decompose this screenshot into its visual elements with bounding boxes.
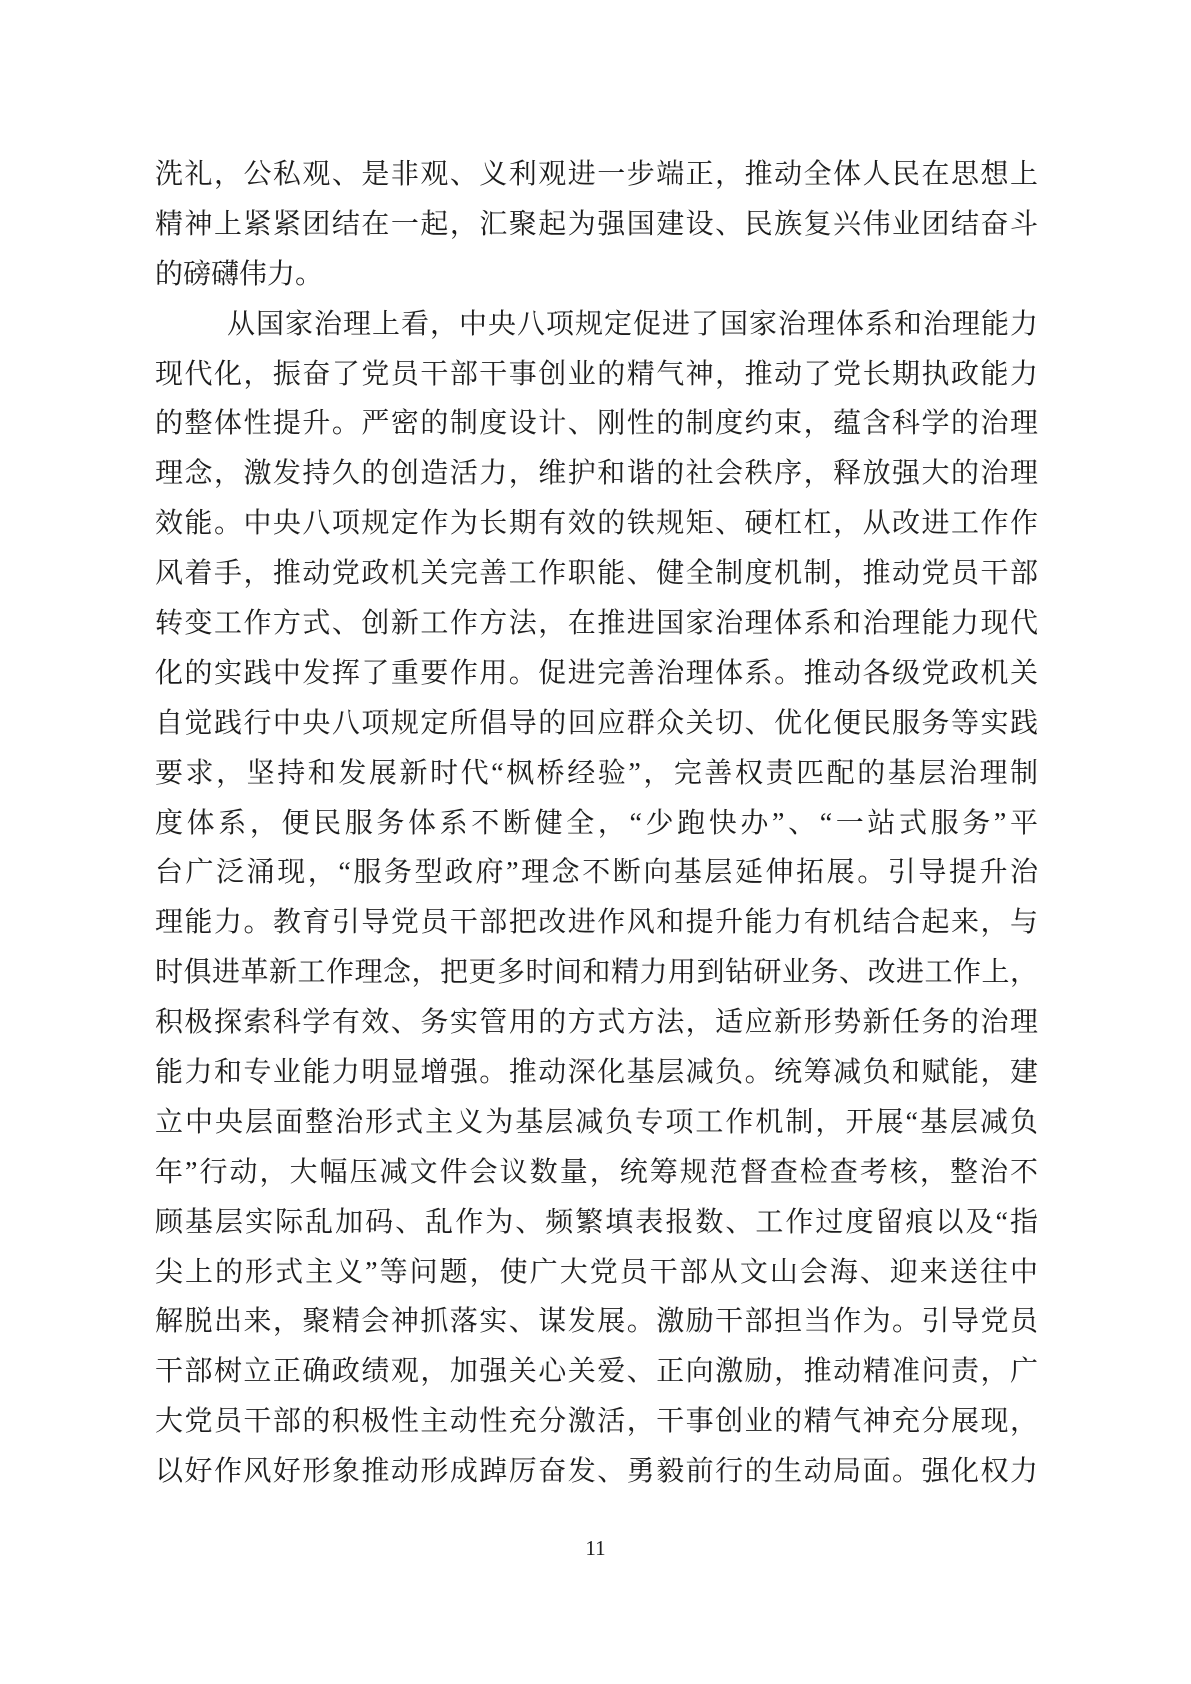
- text-line: 解脱出来，聚精会神抓落实、谋发展。激励干部担当作为。引导党员: [155, 1306, 1038, 1338]
- text-line: 年”行动，大幅压减文件会议数量，统筹规范督查检查考核，整治不: [155, 1156, 1038, 1188]
- text-line: 转变工作方式、创新工作方法，在推进国家治理体系和治理能力现代: [155, 608, 1038, 640]
- text-line: 的整体性提升。严密的制度设计、刚性的制度约束，蕴含科学的治理: [155, 408, 1038, 440]
- text-line: 自觉践行中央八项规定所倡导的回应群众关切、优化便民服务等实践: [155, 707, 1038, 739]
- text-line: 从国家治理上看，中央八项规定促进了国家治理体系和治理能力: [227, 308, 1038, 340]
- text-line: 干部树立正确政绩观，加强关心关爱、正向激励，推动精准问责，广: [155, 1356, 1038, 1388]
- text-line: 以好作风好形象推动形成踔厉奋发、勇毅前行的生动局面。强化权力: [155, 1456, 1038, 1488]
- text-line: 尖上的形式主义”等问题，使广大党员干部从文山会海、迎来送往中: [155, 1256, 1038, 1288]
- text-line: 理能力。教育引导党员干部把改进作风和提升能力有机结合起来，与: [155, 907, 1038, 939]
- text-line: 顾基层实际乱加码、乱作为、频繁填表报数、工作过度留痕以及“指: [155, 1206, 1038, 1238]
- text-line: 理念，激发持久的创造活力，维护和谐的社会秩序，释放强大的治理: [155, 458, 1038, 490]
- text-line: 化的实践中发挥了重要作用。促进完善治理体系。推动各级党政机关: [155, 657, 1038, 689]
- text-line: 度体系，便民服务体系不断健全，“少跑快办”、“一站式服务”平: [155, 807, 1038, 839]
- text-line: 立中央层面整治形式主义为基层减负专项工作机制，开展“基层减负: [155, 1106, 1038, 1138]
- text-line: 时俱进革新工作理念，把更多时间和精力用到钻研业务、改进工作上，: [155, 957, 1038, 989]
- page-number: 11: [585, 1536, 606, 1560]
- text-line: 能力和专业能力明显增强。推动深化基层减负。统筹减负和赋能，建: [155, 1057, 1038, 1089]
- text-line: 现代化，振奋了党员干部干事创业的精气神，推动了党长期执政能力: [155, 358, 1038, 390]
- text-line: 大党员干部的积极性主动性充分激活，干事创业的精气神充分展现，: [155, 1406, 1038, 1438]
- text-line: 风着手，推动党政机关完善工作职能、健全制度机制，推动党员干部: [155, 558, 1038, 590]
- text-line: 精神上紧紧团结在一起，汇聚起为强国建设、民族复兴伟业团结奋斗: [155, 208, 1038, 240]
- text-line: 效能。中央八项规定作为长期有效的铁规矩、硬杠杠，从改进工作作: [155, 508, 1038, 540]
- text-line: 积极探索科学有效、务实管用的方式方法，适应新形势新任务的治理: [155, 1007, 1038, 1039]
- text-line: 的磅礴伟力。: [155, 258, 324, 290]
- text-line: 洗礼，公私观、是非观、义利观进一步端正，推动全体人民在思想上: [155, 159, 1038, 190]
- text-line: 台广泛涌现，“服务型政府”理念不断向基层延伸拓展。引导提升治: [155, 857, 1038, 889]
- document-body-text: [155, 150, 1038, 1497]
- text-line: 要求，坚持和发展新时代“枫桥经验”，完善权责匹配的基层治理制: [155, 757, 1038, 789]
